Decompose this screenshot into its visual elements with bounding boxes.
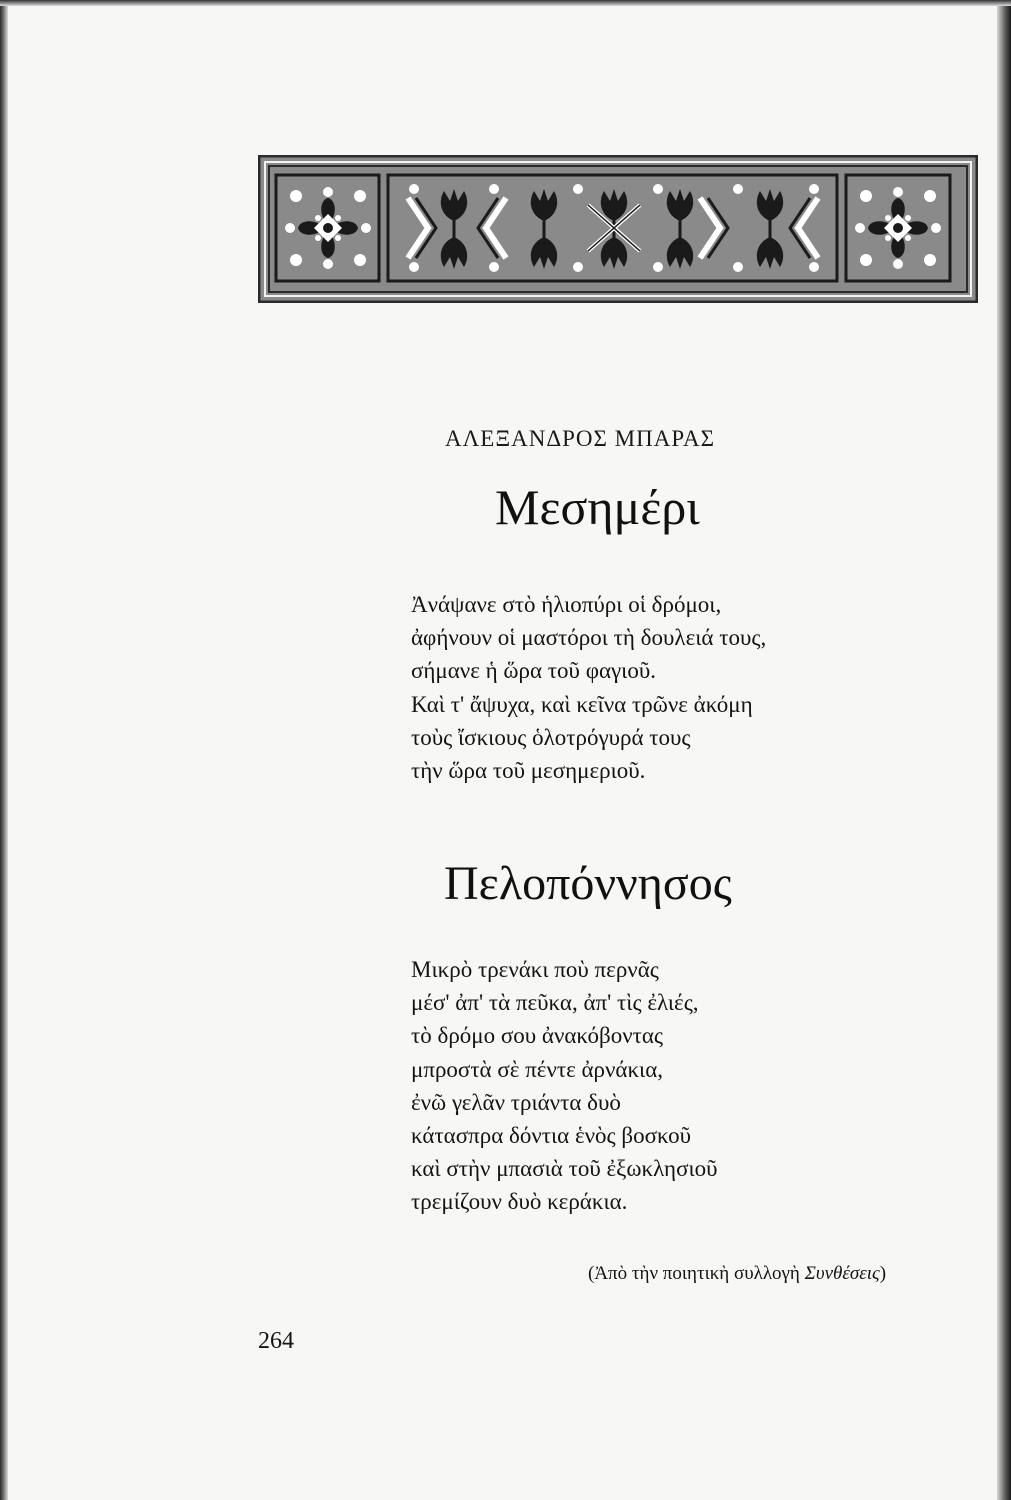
poem-line: τοὺς ἴσκιους ὁλοτρόγυρά τους: [411, 724, 691, 750]
page-edge-shadow-top: [0, 0, 1011, 6]
poem-line: μέσ' ἀπ' τὰ πεῦκα, ἀπ' τὶς ἐλιές,: [411, 990, 699, 1016]
poem-line: τὸ δρόμο σου ἀνακόβοντας: [411, 1023, 664, 1049]
poem-text-mesimeri: [411, 588, 766, 787]
source-suffix: ): [879, 1263, 887, 1284]
source-citation: [588, 1263, 886, 1285]
poem-text-peloponnisos: [411, 953, 718, 1219]
page-edge-shadow-left: [0, 0, 8, 1500]
source-prefix: (Ἀπὸ τὴν ποιητικὴ συλλογὴ: [588, 1263, 805, 1284]
poem-line: ἀφήνουν οἱ μαστόροι τὴ δουλειά τους,: [411, 625, 767, 651]
poem-title-peloponnisos: Πελοπόννησος: [444, 857, 732, 910]
poem-line: Καὶ τ' ἄψυχα, καὶ κεῖνα τρῶνε ἀκόμη: [411, 691, 753, 717]
poem-line: σήμανε ἡ ὥρα τοῦ φαγιοῦ.: [411, 658, 657, 684]
poem-line: Ἀνάψανε στὸ ἡλιοπύρι οἱ δρόμοι,: [411, 592, 722, 617]
poem-line: κάτασπρα δόντια ἑνὸς βοσκοῦ: [411, 1122, 691, 1148]
poem-line: καὶ στὴν μπασιὰ τοῦ ἐξωκλησιοῦ: [411, 1156, 718, 1182]
page-number: 264: [258, 1328, 294, 1354]
poem-title-mesimeri: Μεσημέρι: [495, 479, 700, 535]
decorative-ornament-banner: [258, 155, 978, 303]
poem-line: Μικρὸ τρενάκι ποὺ περνᾶς: [411, 957, 659, 982]
page-edge-shadow-right: [997, 0, 1011, 1500]
poem-line: ἐνῶ γελᾶν τριάντα δυὸ: [411, 1089, 621, 1115]
poem-line: τὴν ὥρα τοῦ μεσημεριοῦ.: [411, 757, 646, 783]
author-name: ΑΛΕΞΑΝΔΡΟΣ ΜΠΑΡΑΣ: [445, 426, 716, 451]
poem-line: τρεμίζουν δυὸ κεράκια.: [411, 1189, 628, 1215]
poem-line: μπροστὰ σὲ πέντε ἀρνάκια,: [411, 1056, 664, 1082]
source-collection-title: Συνθέσεις: [804, 1263, 880, 1284]
